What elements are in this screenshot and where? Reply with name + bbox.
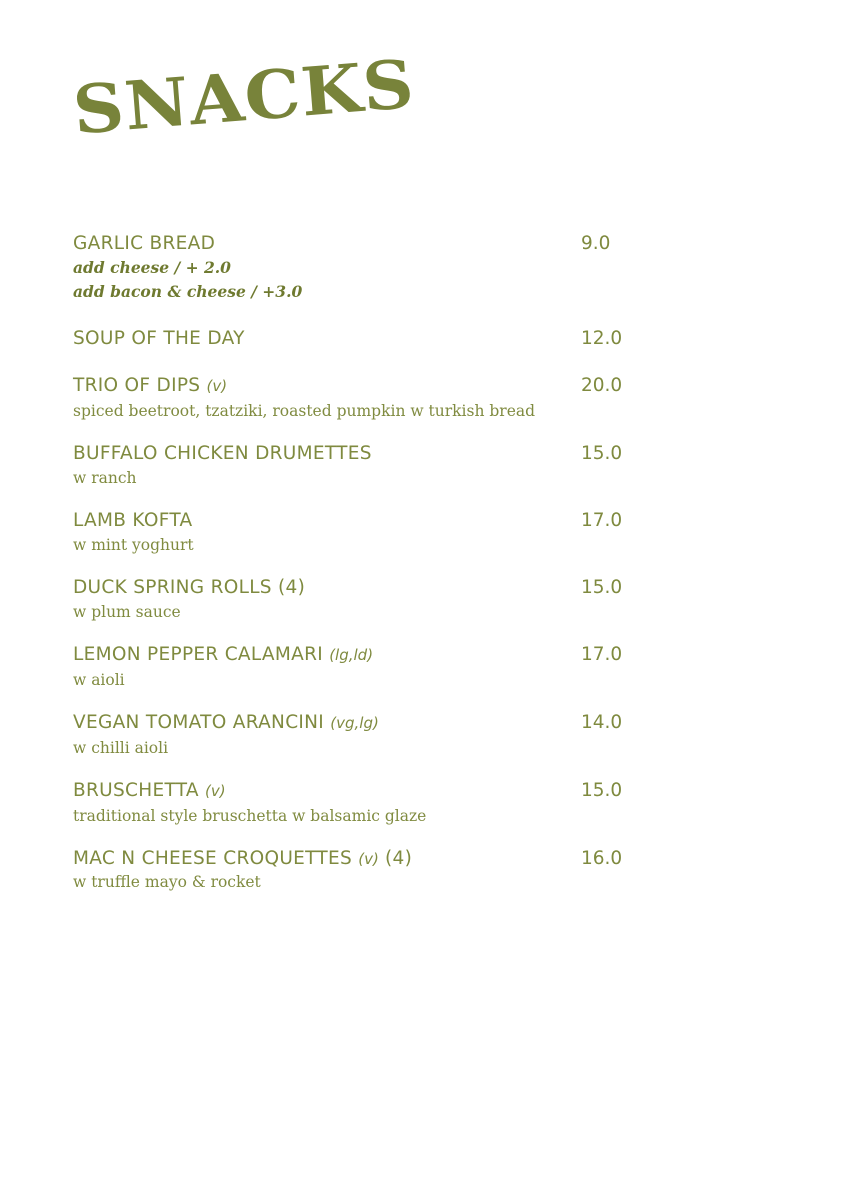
page-title: SNACKS	[70, 44, 418, 150]
item-name: TRIO OF DIPS (v)	[73, 375, 228, 396]
menu-item-duck-spring-rolls	[73, 575, 673, 624]
item-description: traditional style bruschetta w balsamic glaze	[73, 807, 427, 825]
item-price: 17.0	[581, 644, 623, 665]
item-price: 15.0	[581, 443, 623, 464]
item-name: DUCK SPRING ROLLS (4)	[73, 577, 306, 598]
item-name: LAMB KOFTA	[73, 510, 193, 531]
item-price: 14.0	[581, 712, 623, 733]
item-description: w aioli	[73, 671, 125, 689]
item-name: VEGAN TOMATO ARANCINI (vg,lg)	[73, 712, 379, 733]
item-price: 15.0	[581, 577, 623, 598]
menu-item-soup	[73, 326, 673, 351]
menu-item-bruschetta	[73, 778, 673, 828]
item-name: SOUP OF THE DAY	[73, 328, 245, 349]
item-price: 12.0	[581, 328, 623, 349]
item-price: 15.0	[581, 780, 623, 801]
item-dietary-tag: (v)	[358, 850, 379, 868]
menu-item-mac-n-cheese-croquettes	[73, 846, 673, 892]
item-addon: add cheese / + 2.0	[73, 258, 231, 277]
menu-item-trio-of-dips	[73, 373, 673, 423]
menu-item-vegan-arancini	[73, 710, 673, 760]
item-addon: add bacon & cheese / +3.0	[73, 282, 303, 301]
item-description: spiced beetroot, tzatziki, roasted pumpkin w turkish bread	[73, 402, 536, 420]
item-description: w truffle mayo & rocket	[73, 873, 261, 891]
item-description: w ranch	[73, 469, 137, 487]
item-price: 17.0	[581, 510, 623, 531]
item-dietary-tag: (v)	[205, 782, 226, 800]
menu-item-garlic-bread	[73, 231, 673, 304]
item-description: w plum sauce	[73, 603, 181, 621]
item-name: GARLIC BREAD	[73, 233, 216, 254]
item-name: BUFFALO CHICKEN DRUMETTES	[73, 443, 372, 464]
item-name: MAC N CHEESE CROQUETTES (v) (4)	[73, 848, 413, 869]
item-dietary-tag: (vg,lg)	[330, 714, 379, 732]
menu-item-lemon-pepper-calamari	[73, 642, 673, 692]
item-description: w chilli aioli	[73, 739, 169, 757]
item-price: 20.0	[581, 375, 623, 396]
item-name: BRUSCHETTA (v)	[73, 780, 226, 801]
menu-list	[73, 231, 673, 910]
item-description: w mint yoghurt	[73, 536, 194, 554]
item-price: 16.0	[581, 848, 623, 869]
menu-item-buffalo-drumettes	[73, 441, 673, 490]
item-dietary-tag: (v)	[206, 377, 228, 395]
item-price: 9.0	[581, 233, 611, 254]
item-dietary-tag: (lg,ld)	[329, 646, 374, 664]
menu-item-lamb-kofta	[73, 508, 673, 557]
item-name: LEMON PEPPER CALAMARI (lg,ld)	[73, 644, 374, 665]
